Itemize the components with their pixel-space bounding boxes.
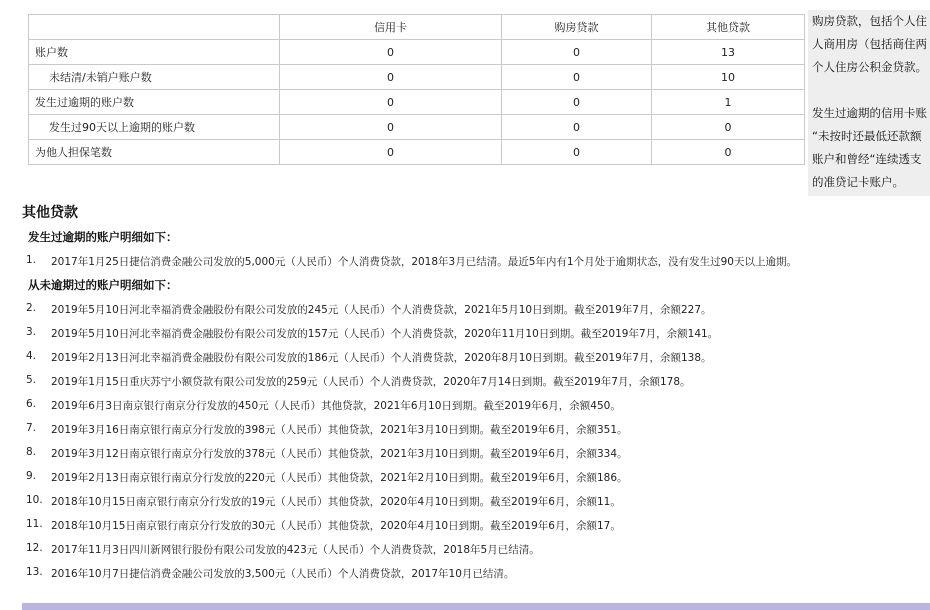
item-number: 13.: [26, 566, 43, 578]
item-text: 2016年10月7日捷信消费金融公司发放的3,500元（人民币）个人消费贷款，2017年10月已结清。: [51, 568, 515, 580]
table-row: [29, 40, 805, 65]
item-text: 2018年10月15日南京银行南京分行发放的19元（人民币）其他贷款，2020年4月10日到期。截至2019年6月，余额11。: [51, 496, 621, 508]
item-number: 8.: [26, 446, 37, 458]
cell-value: 0: [502, 65, 652, 90]
header-mortgage: 购房贷款: [502, 15, 652, 40]
item-number: 1.: [26, 254, 37, 266]
item-text: 2019年5月10日河北幸福消费金融股份有限公司发放的157元（人民币）个人消费贷款，2020年11月10日到期。截至2019年7月，余额141。: [51, 328, 719, 340]
cell-value: 0: [280, 90, 502, 115]
item-number: 12.: [26, 542, 43, 554]
side-note-line: 个人住房公积金贷款。: [812, 60, 927, 74]
item-text: 2017年1月25日捷信消费金融公司发放的5,000元（人民币）个人消费贷款，2018年3月已结清。最近5年内有1个月处于逾期状态，没有发生过90天以上逾期。: [51, 256, 797, 268]
table-header-row: [29, 15, 805, 40]
cell-value: 0: [502, 115, 652, 140]
item-number: 2.: [26, 302, 37, 314]
side-note-line: 购房贷款，包括个人住: [812, 14, 927, 28]
item-text: 2019年5月10日河北幸福消费金融股份有限公司发放的245元（人民币）个人消费贷款，2021年5月10日到期。截至2019年7月，余额227。: [51, 304, 712, 316]
section-title: 其他贷款: [22, 205, 78, 221]
table-row: [29, 140, 805, 165]
cell-value: 0: [652, 140, 805, 165]
side-note-line: 账户和曾经“连续透支: [812, 152, 922, 166]
header-other-loans: 其他贷款: [652, 15, 805, 40]
side-note-line: 发生过逾期的信用卡账: [812, 106, 927, 120]
item-text: 2019年2月13日河北幸福消费金融股份有限公司发放的186元（人民币）个人消费贷款，2020年8月10日到期。截至2019年7月，余额138。: [51, 352, 712, 364]
item-number: 4.: [26, 350, 37, 362]
table-row: [29, 115, 805, 140]
item-text: 2019年2月13日南京银行南京分行发放的220元（人民币）其他贷款，2021年2月10日到期。截至2019年6月，余额186。: [51, 472, 628, 484]
side-note-spacer: [812, 79, 930, 102]
side-note-line: “未按时还最低还款额: [812, 129, 922, 143]
table-row: [29, 90, 805, 115]
account-summary-table: [28, 14, 805, 165]
item-number: 9.: [26, 470, 37, 482]
side-note-line: 人商用房（包括商住两: [812, 37, 927, 51]
cell-value: 1: [652, 90, 805, 115]
cell-value: 13: [652, 40, 805, 65]
item-text: 2017年11月3日四川新网银行股份有限公司发放的423元（人民币）个人消费贷款，2018年5月已结清。: [51, 544, 540, 556]
overdue-heading: 发生过逾期的账户明细如下：: [28, 230, 178, 244]
item-text: 2019年6月3日南京银行南京分行发放的450元（人民币）其他贷款，2021年6月10日到期。截至2019年6月，余额450。: [51, 400, 621, 412]
item-text: 2019年1月15日重庆苏宁小额贷款有限公司发放的259元（人民币）个人消费贷款，2020年7月14日到期。截至2019年7月，余额178。: [51, 376, 691, 388]
cell-value: 0: [652, 115, 805, 140]
cell-value: 0: [502, 40, 652, 65]
cell-value: 0: [280, 65, 502, 90]
item-number: 10.: [26, 494, 43, 506]
cell-value: 0: [280, 40, 502, 65]
side-note-line: 的准贷记卡账户。: [812, 175, 904, 189]
cell-value: 0: [502, 90, 652, 115]
item-number: 6.: [26, 398, 37, 410]
cell-value: 0: [280, 115, 502, 140]
row-label: 为他人担保笔数: [29, 140, 280, 165]
table-row: [29, 65, 805, 90]
row-label: 未结清/未销户账户数: [29, 65, 280, 90]
item-number: 3.: [26, 326, 37, 338]
cell-value: 10: [652, 65, 805, 90]
row-label: 账户数: [29, 40, 280, 65]
cell-value: 0: [502, 140, 652, 165]
item-number: 7.: [26, 422, 37, 434]
section-divider-bar: [22, 603, 930, 610]
header-empty-cell: [29, 15, 280, 40]
row-label: 发生过90天以上逾期的账户数: [29, 115, 280, 140]
side-note-panel: [808, 10, 930, 196]
cell-value: 0: [280, 140, 502, 165]
item-number: 5.: [26, 374, 37, 386]
header-credit-card: 信用卡: [280, 15, 502, 40]
item-text: 2019年3月12日南京银行南京分行发放的378元（人民币）其他贷款，2021年3月10日到期。截至2019年6月，余额334。: [51, 448, 628, 460]
no-overdue-heading: 从未逾期过的账户明细如下：: [28, 278, 178, 292]
item-text: 2018年10月15日南京银行南京分行发放的30元（人民币）其他贷款，2020年4月10日到期。截至2019年6月，余额17。: [51, 520, 621, 532]
item-number: 11.: [26, 518, 43, 530]
row-label: 发生过逾期的账户数: [29, 90, 280, 115]
item-text: 2019年3月16日南京银行南京分行发放的398元（人民币）其他贷款，2021年3月10日到期。截至2019年6月，余额351。: [51, 424, 628, 436]
